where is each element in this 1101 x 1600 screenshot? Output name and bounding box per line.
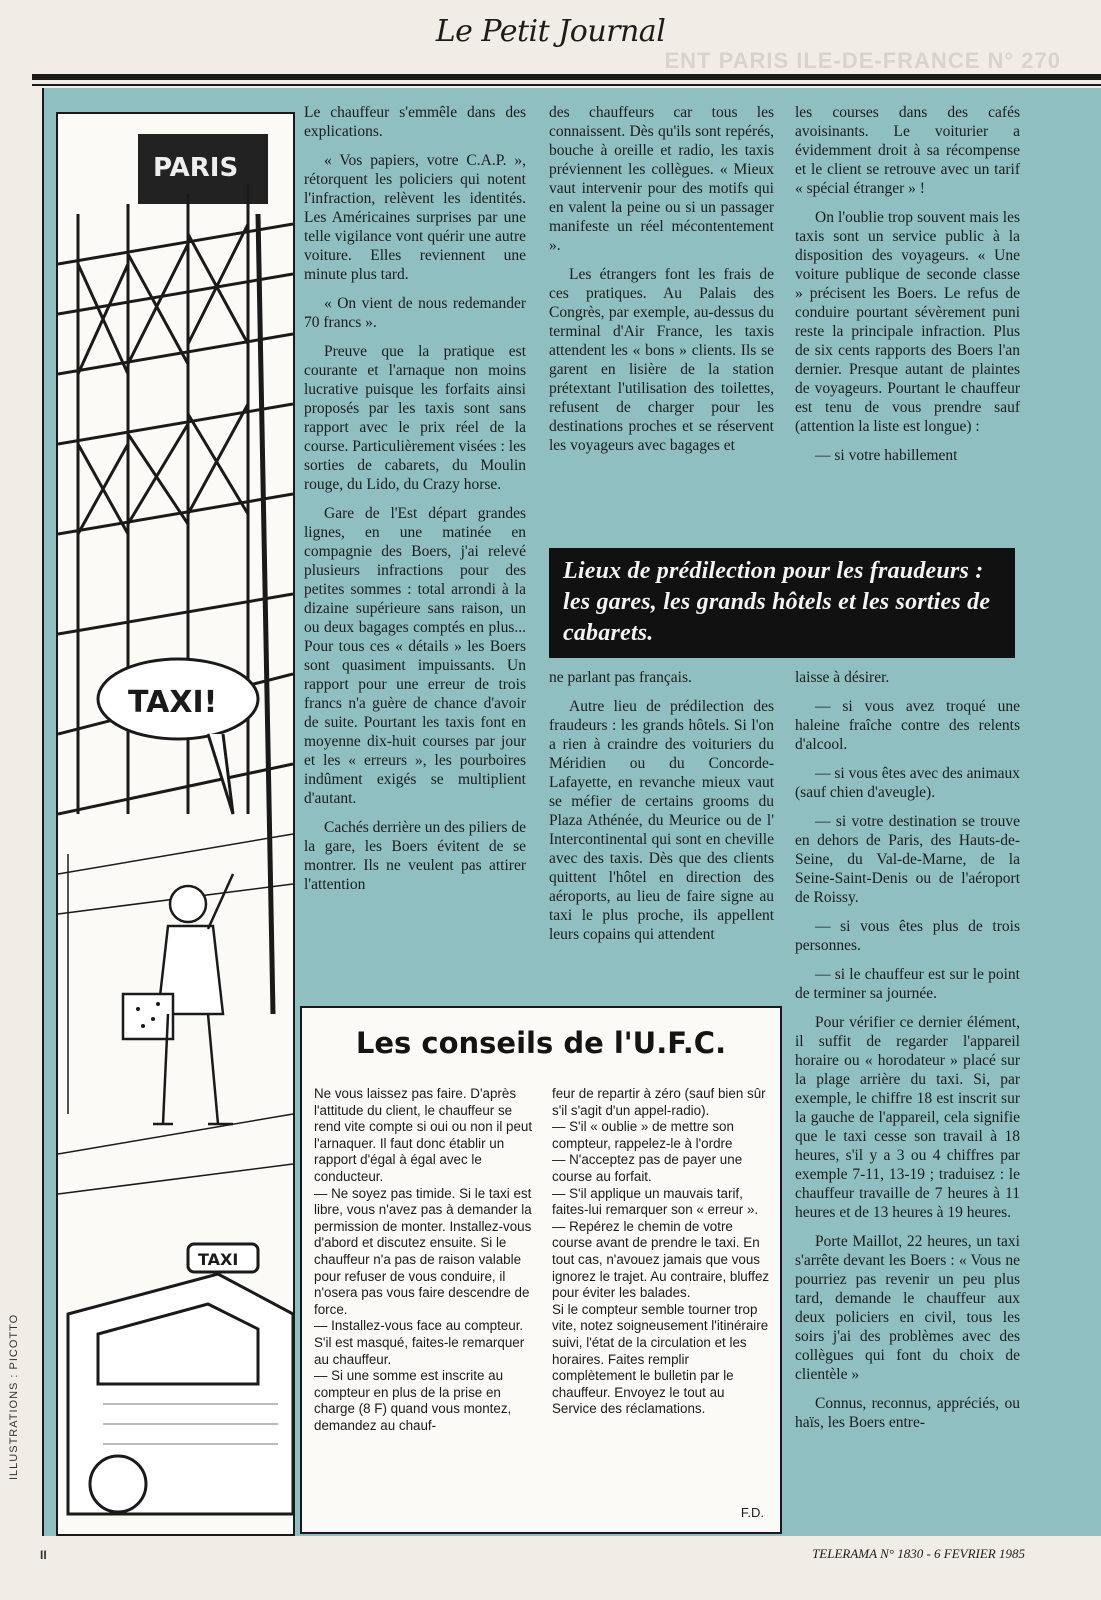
paragraph: Porte Maillot, 22 heures, un taxi s'arrête devant les Boers : « Vous ne pourriez pas revenir un peu plus tard, demande le chauffeur aux deux policiers en civil, tous les soirs j'ai des problèmes avec des collègues qui font du choix de clientèle » xyxy=(795,1233,1020,1383)
top-rule-thin xyxy=(32,84,1101,86)
paragraph: — si votre destination se trouve en dehors de Paris, des Hauts-de-Seine, du Val-de-Marne, de la Seine-Saint-Denis ou de l'aéroport de Roissy. xyxy=(795,813,1020,906)
ufc-column-1 xyxy=(314,1086,536,1434)
masthead-logo: Le Petit Journal xyxy=(435,14,666,49)
issue-footer: TELERAMA N° 1830 - 6 FEVRIER 1985 xyxy=(812,1546,1025,1561)
ufc-column-2 xyxy=(552,1086,772,1418)
paragraph: Connus, reconnus, appréciés, ou haïs, les Boers entre- xyxy=(795,1395,1020,1431)
column-1 xyxy=(304,103,526,904)
ufc-signature: F.D. xyxy=(740,1505,764,1520)
ufc-paragraph: — Si une somme est inscrite au compteur en plus de la prise en charge (8 F) quand vous montez, demandez au chauf- xyxy=(314,1368,512,1433)
paragraph: « Vos papiers, votre C.A.P. », rétorquent les policiers qui notent l'infraction, relèvent les identités. Les Américaines surprises par une telle vigilance vont quérir une autre voiture. Elles reviennent une minute plus tard. xyxy=(304,152,526,283)
paragraph: — si vous êtes avec des animaux (sauf chien d'aveugle). xyxy=(795,765,1020,801)
paragraph: laisse à désirer. xyxy=(795,669,890,686)
panel-edge xyxy=(42,88,44,1536)
top-rule xyxy=(32,74,1101,80)
ufc-paragraph: — Installez-vous face au compteur. S'il est masqué, faites-le remarquer au chauffeur. xyxy=(314,1318,525,1367)
page-folio: II xyxy=(40,1548,47,1562)
ufc-paragraph: feur de repartir à zéro (sauf bien sûr s'il s'agit d'un appel-radio). xyxy=(552,1086,766,1118)
column-3-lower xyxy=(795,668,1020,1442)
paragraph: ne parlant pas français. xyxy=(549,669,692,686)
column-3 xyxy=(795,103,1020,475)
paragraph: Gare de l'Est départ grandes lignes, en une matinée en compagnie des Boers, j'ai relevé plusieurs infractions pour des petites sommes : total arrondi à la dizaine supérieure sans raison, un ou deux bagages comptés en plus... Pour tous ces « détails » les Boers sont quasiment impuissants. Un rapport pour une erreur de trois francs n'a guère de chance d'avoir de suite. Pourtant les taxis font en moyenne dix-huit courses par jour et les « erreurs », les pourboires indûment exigés se multiplient d'autant. xyxy=(304,505,526,807)
paragraph: les courses dans des cafés avoisinants. Le voiturier a évidemment droit à sa récompense et le client se retrouve avec un tarif « spécial étranger » ! xyxy=(795,104,1020,197)
column-2 xyxy=(549,103,774,465)
ufc-paragraph: Si le compteur semble tourner trop vite, notez soigneusement l'itinéraire suivi, l'état de la circulation et les horaires. Faites remplir complètement le bulletin par le chauffeur. Envoyez le tout au Service des réclamations. xyxy=(552,1301,769,1417)
paragraph: On l'oublie trop souvent mais les taxis sont un service public à la disposition des voyageurs. « Une voiture publique de seconde classe » précisent les Boers. Le refus de conduire pourtant sévèrement puni reste la principale infraction. Plus de six cents rapports des Boers l'an dernier. Presque autant de plaintes de voyageurs. Pourtant le chauffeur est tenu de vous prendre sauf (attention la liste est longue) : xyxy=(795,209,1020,435)
paragraph: — si le chauffeur est sur le point de terminer sa journée. xyxy=(795,966,1020,1002)
pull-quote: Lieux de prédilection pour les fraudeurs : les gares, les grands hôtels et les sorties de cabarets. xyxy=(549,548,1015,658)
bleed-through-header: ENT PARIS ILE-DE-FRANCE N° 270 xyxy=(664,48,1061,73)
illustration-credit: ILLUSTRATIONS : PICOTTO xyxy=(8,1313,20,1480)
taxi-roof-sign-text: TAXI xyxy=(198,1250,239,1269)
paragraph: Autre lieu de prédilection des fraudeurs : les grands hôtels. Si l'on a rien à craindre des voituriers du Méridien ou du Concorde-Lafayette, en revanche mieux vaut se méfier de certains grooms du Plaza Athénée, du Meurice ou de l' Intercontinental qui sont en cheville avec des taxis. Dès que des clients quittent l'hôtel en direction des aéroports, au lieu de faire signe au taxi le plus proche, ils appellent leurs copains qui attendent xyxy=(549,698,774,943)
ufc-advice-box xyxy=(300,1006,782,1534)
paragraph: — si vous avez troqué une haleine fraîche contre des relents d'alcool. xyxy=(795,698,1020,753)
ufc-box-title: Les conseils de l'U.F.C. xyxy=(355,1026,727,1060)
ufc-paragraph: — S'il « oublie » de mettre son compteur, rappelez-le à l'ordre xyxy=(552,1119,734,1151)
paris-sign-text: PARIS xyxy=(153,153,239,183)
paragraph: des chauffeurs car tous les connaissent. Dès qu'ils sont repérés, bouche à oreille et radio, les taxis préviennent les collègues. « Mieux vaut intervenir pour des motifs qui en valent la peine ou si un passager manifeste un réel mécontentement ». xyxy=(549,104,774,254)
column-2-lower xyxy=(549,668,774,954)
ufc-paragraph: Ne vous laissez pas faire. D'après l'attitude du client, le chauffeur se rend vite compte si oui ou non il peut l'arnaquer. Il faut donc établir un rapport d'égal à égal avec le conducteur. xyxy=(314,1086,533,1184)
paragraph: — si vous êtes plus de trois personnes. xyxy=(795,918,1020,954)
paragraph: — si votre habillement xyxy=(815,447,958,464)
paragraph: Cachés derrière un des piliers de la gare, les Boers évitent de se montrer. Ils ne veulent pas attirer l'attention xyxy=(304,819,526,893)
paragraph: Les étrangers font les frais de ces pratiques. Au Palais des Congrès, par exemple, au-dessus du terminal d'Air France, les taxis attendent les « bons » clients. Ils se garent en lisière de la station prétextant l'utilisation des toilettes, refusent de charger pour les destinations proches et se réservent les voyageurs avec bagages et xyxy=(549,266,774,454)
paragraph: Preuve que la pratique est courante et l'arnaque non moins lucrative puisque les forfaits ainsi proposés par les taxis sont sans rapport avec le prix réel de la course. Particulièrement visées : les sorties de cabarets, du Moulin rouge, du Lido, du Crazy horse. xyxy=(304,343,526,493)
taxi-hailing-cartoon-icon xyxy=(56,112,295,1536)
ufc-paragraph: — Ne soyez pas timide. Si le taxi est libre, vous n'avez pas à demander la permission de monter. Installez-vous d'abord et discutez ensuite. Si le chauffeur n'a pas de raison valable pour refuser de vous conduire, il n'osera pas vous faire descendre de force. xyxy=(314,1185,532,1317)
speech-bubble-text: TAXI! xyxy=(128,685,218,720)
ufc-paragraph: — N'acceptez pas de payer une course au forfait. xyxy=(552,1152,743,1184)
paragraph: Le chauffeur s'emmêle dans des explications. xyxy=(304,104,526,140)
paragraph: Pour vérifier ce dernier élément, il suffit de regarder l'appareil horaire ou « horodateur » placé sur la plage arrière du taxi. Si, par exemple, le chiffre 18 est inscrit sur la gauche de l'appareil, cela signifie que le taxi cesse son travail à 18 heures, s'il y a 3 ou 4 chiffres par exemple 7-11, 13-19 ; traduisez : le chauffeur travaille de 7 heures à 11 heures et de 13 heures à 19 heures. xyxy=(795,1014,1020,1221)
ufc-paragraph: — S'il applique un mauvais tarif, faites-lui remarquer son « erreur ». xyxy=(552,1185,759,1218)
paragraph: « On vient de nous redemander 70 francs ». xyxy=(304,295,526,331)
ufc-paragraph: — Repérez le chemin de votre course avant de prendre le taxi. En tout cas, n'avouez jamais que vous ignorez le trajet. Au contraire, bluffez pour éviter les balades. xyxy=(552,1218,770,1301)
